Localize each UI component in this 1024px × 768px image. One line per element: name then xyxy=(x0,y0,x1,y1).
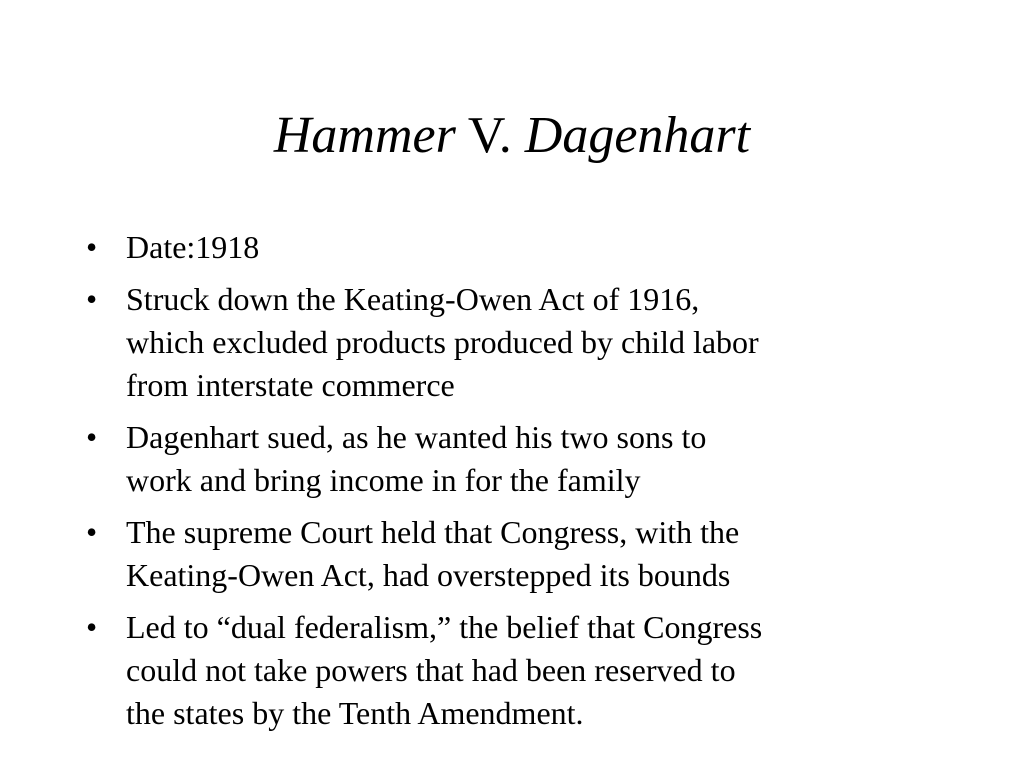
bullet-item-date xyxy=(0,226,1024,269)
bullet-line: the states by the Tenth Amendment. xyxy=(126,695,584,731)
bullet-item-struck-down xyxy=(0,278,1024,407)
bullet-dot-icon: • xyxy=(86,229,98,265)
bullet-line: from interstate commerce xyxy=(126,367,455,403)
bullet-item-court-held xyxy=(0,511,1024,597)
bullet-line: Date:1918 xyxy=(126,229,260,265)
slide-title xyxy=(0,104,1024,168)
bullet-item-dual-federalism xyxy=(0,606,1024,735)
bullet-line: Struck down the Keating-Owen Act of 1916, xyxy=(126,281,700,317)
title-versus: V. xyxy=(455,107,525,164)
bullet-line: which excluded products produced by child labor xyxy=(126,324,759,360)
bullet-item-dagenhart-sued xyxy=(0,416,1024,502)
bullet-line: Keating-Owen Act, had overstepped its bounds xyxy=(126,557,731,593)
bullet-line: Led to “dual federalism,” the belief that Congress xyxy=(126,609,763,645)
bullet-line: Dagenhart sued, as he wanted his two sons to xyxy=(126,419,707,455)
bullet-dot-icon: • xyxy=(86,419,98,455)
bullet-dot-icon: • xyxy=(86,609,98,645)
bullet-list xyxy=(0,226,1024,744)
bullet-dot-icon: • xyxy=(86,281,98,317)
bullet-line: could not take powers that had been reserved to xyxy=(126,652,736,688)
title-defendant: Dagenhart xyxy=(524,107,751,164)
bullet-line: work and bring income in for the family xyxy=(126,462,641,498)
bullet-line: The supreme Court held that Congress, with the xyxy=(126,514,740,550)
title-plaintiff: Hammer xyxy=(273,107,456,164)
bullet-dot-icon: • xyxy=(86,514,98,550)
